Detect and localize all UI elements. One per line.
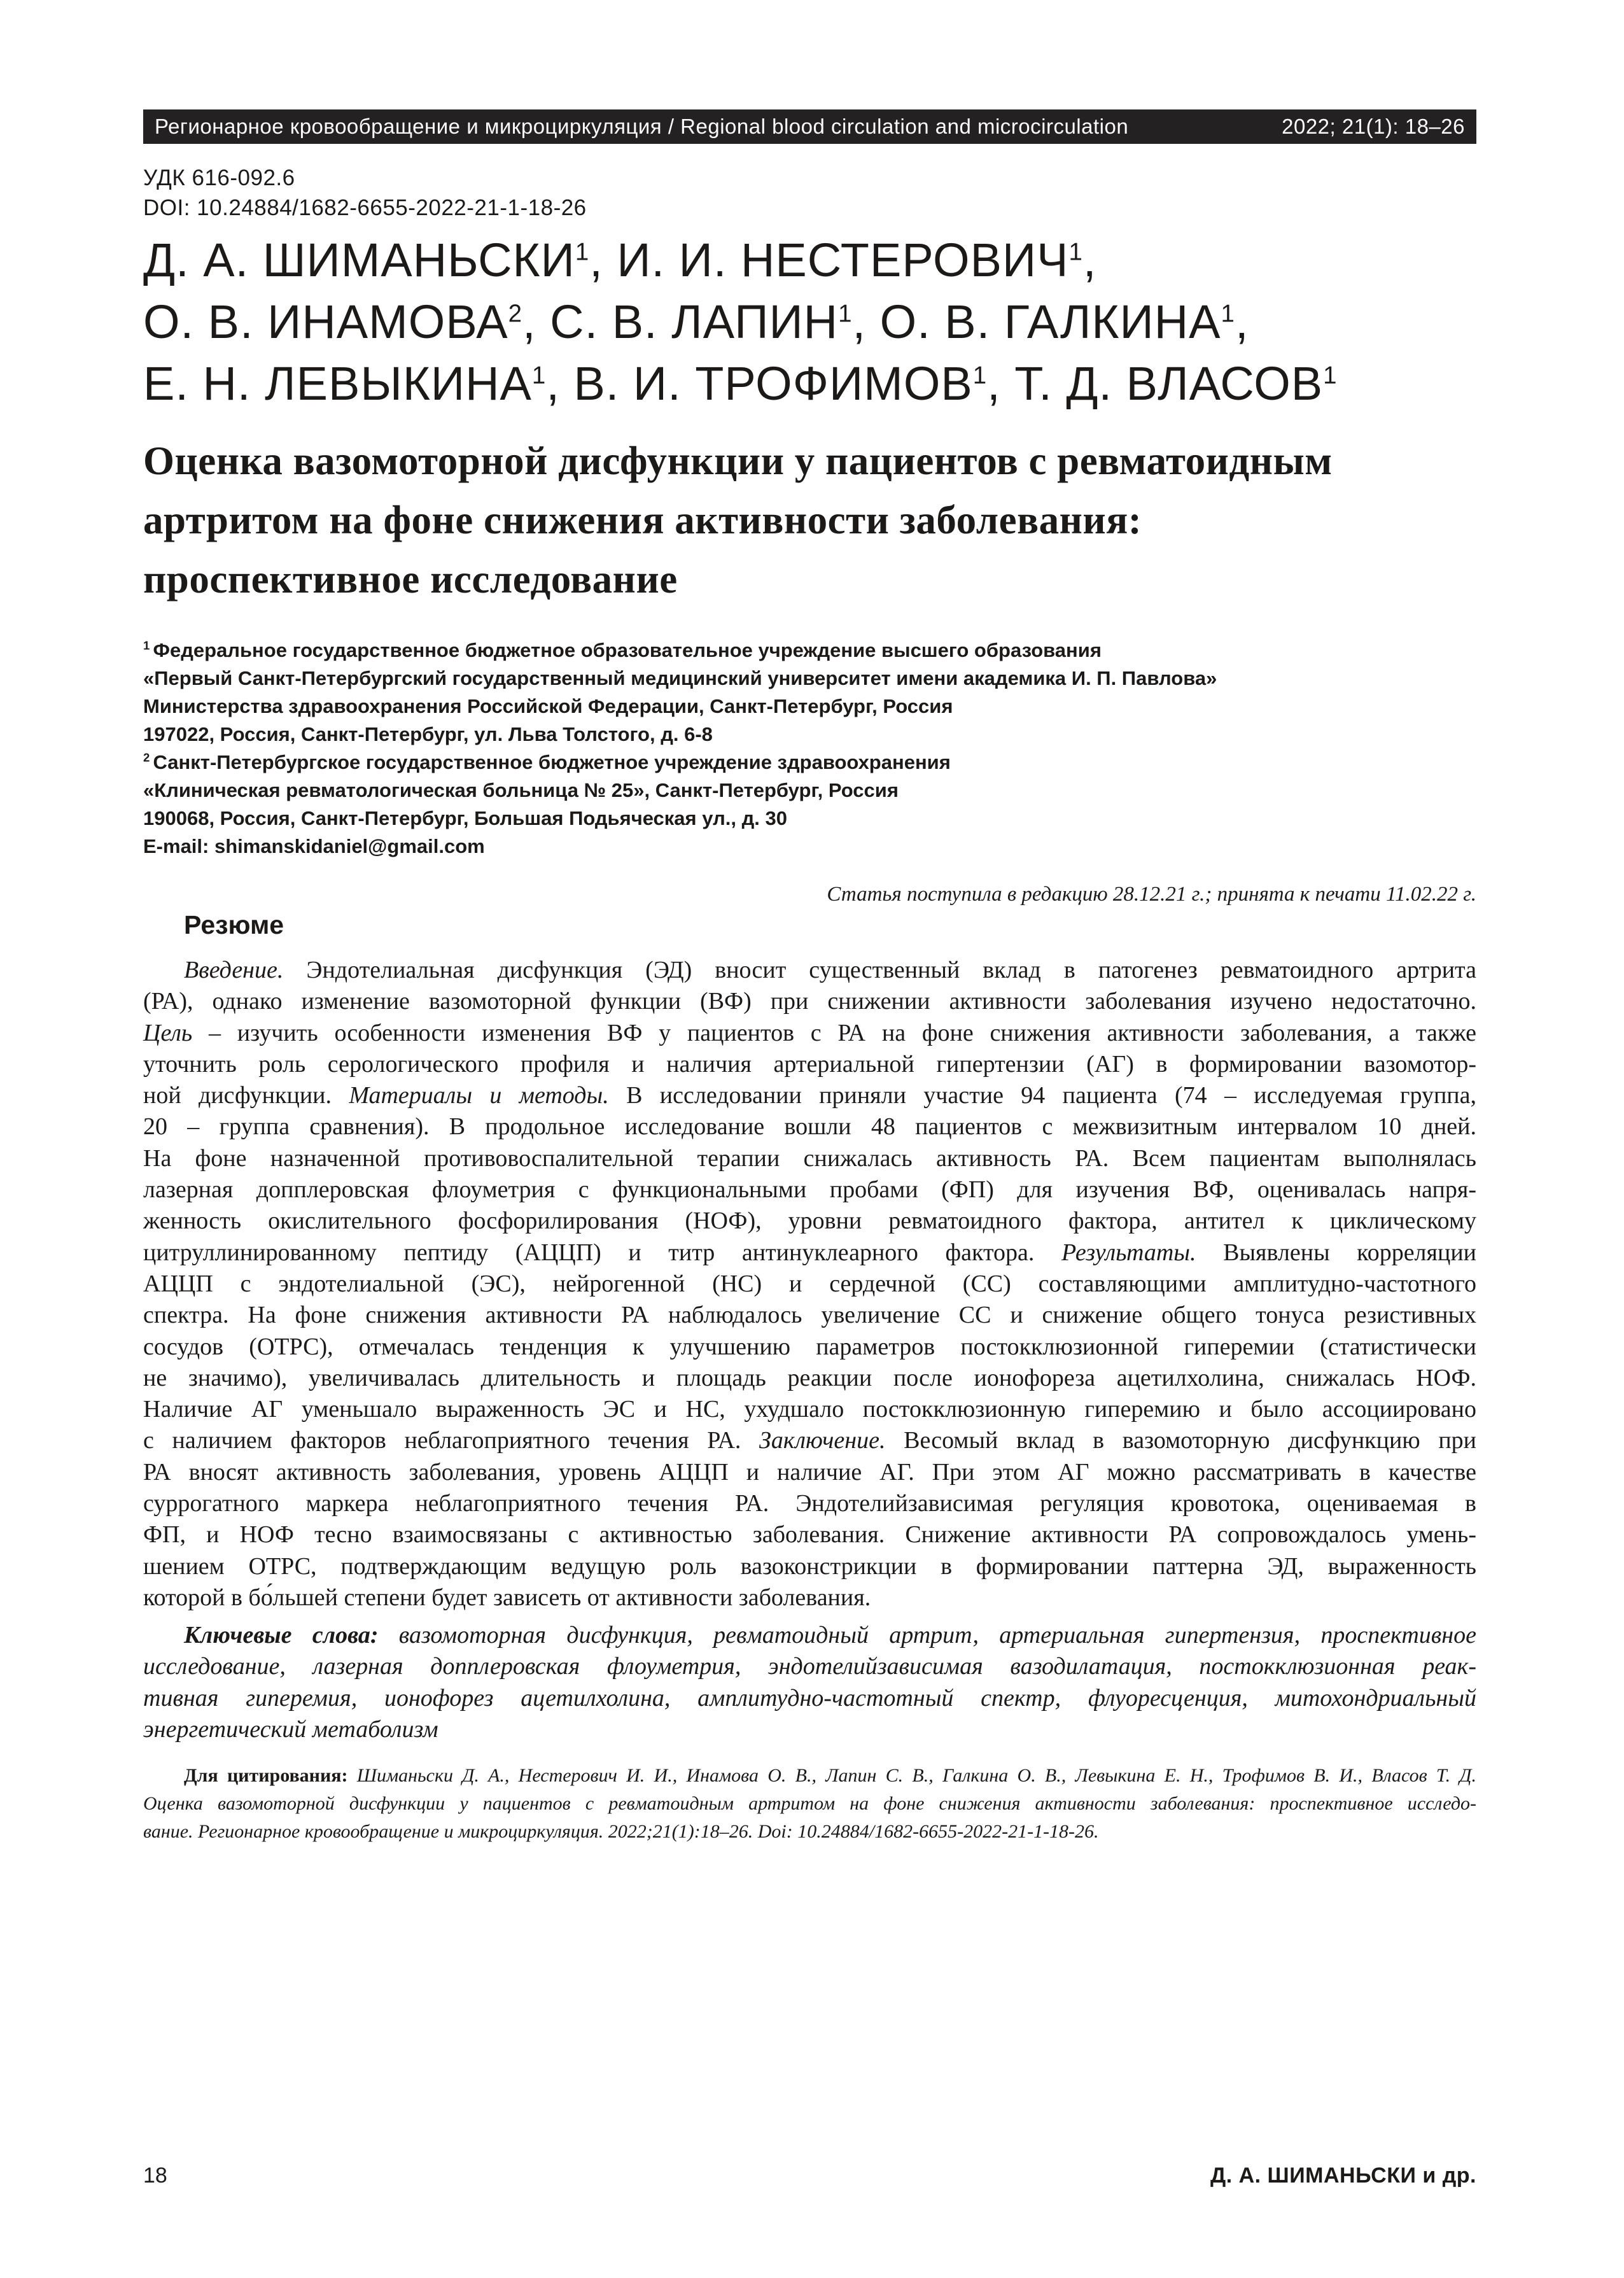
text-line: О. В. ИНАМОВА$^2$, С. В. ЛАПИН$^1$, О. В. ГАЛКИНА$^1$, [143, 295, 1249, 348]
text-line: «Первый Санкт-Петербургский государственный медицинский университет имени академика И. П. Павлова» [143, 667, 1217, 689]
text-line: Цель – изучить особенности изменения ВФ у пациентов с РА на фоне снижения активности заболевания, а также [143, 1019, 1476, 1046]
article-identifiers [143, 163, 587, 223]
abstract-text [143, 955, 1476, 1614]
text-line: Д. А. ШИМАНЬСКИ$^1$, И. И. НЕСТЕРОВИЧ$^1$, [143, 234, 1097, 286]
text-line: лазерная допплеровская флоуметрия с функциональными пробами (ФП) для изучения ВФ, оценивалась напря- [143, 1176, 1476, 1204]
abstract-heading: Резюме [184, 910, 284, 939]
text-line: шением ОТРС, подтверждающим ведущую роль вазоконстрикции в формировании паттерна ЭД, выраженность [143, 1552, 1476, 1580]
text-line: РА вносят активность заболевания, уровень АЦЦП и наличие АГ. При этом АГ можно рассматривать в качестве [143, 1458, 1476, 1486]
text-line: (РА), однако изменение вазомоторной функции (ВФ) при снижении активности заболевания изучено недостаточно. [143, 988, 1476, 1015]
citation-text [143, 1762, 1476, 1846]
authors-block [143, 229, 1543, 414]
text-line: артритом на фоне снижения активности заболевания: [143, 498, 1142, 542]
doi-number: DOI: 10.24884/1682-6655-2022-21-1-18-26 [143, 195, 587, 220]
text-line: АЦЦП с эндотелиальной (ЭС), нейрогенной (НС) и сердечной (СС) составляющими амплитудно-частотного [143, 1270, 1476, 1297]
keywords-text [143, 1620, 1476, 1745]
text-line: с наличием факторов неблагоприятного течения РА. Заключение. Весомый вклад в вазомоторную дисфункцию при [143, 1427, 1476, 1454]
text-line: женность окислительного фосфорилирования (НОФ), уровни ревматоидного фактора, антител к циклическому [143, 1207, 1476, 1235]
text-line: уточнить роль серологического профиля и наличия артериальной гипертензии (АГ) в формировании вазомотор- [143, 1050, 1476, 1078]
journal-name: Регионарное кровообращение и микроциркуляция / Regional blood circulation and microcirculation [155, 115, 1129, 138]
text-line: ной дисфункции. Материалы и методы. В исследовании приняли участие 94 пациента (74 – исследуемая группа, [143, 1082, 1476, 1109]
journal-header-bar [143, 109, 1476, 144]
text-line: проспективное исследование [143, 557, 678, 601]
issue-info: 2022; 21(1): 18–26 [1282, 115, 1465, 138]
text-line: Введение. Эндотелиальная дисфункция (ЭД) вносит существенный вклад в патогенез ревматоидного артрита [184, 957, 1476, 983]
text-line: исследование, лазерная допплеровская флоуметрия, эндотелийзависимая вазодилатация, постокклюзионная реак- [143, 1653, 1476, 1680]
text-line: суррогатного маркера неблагоприятного течения РА. Эндотелийзависимая регуляция кровотока, оцениваемая в [143, 1490, 1476, 1517]
text-line: $^1$ Федеральное государственное бюджетное образовательное учреждение высшего образования [143, 638, 1102, 661]
text-line: Оценка вазомоторной дисфункции у пациентов с ревматоидным артритом на фоне снижения активности заболевания: проспективное исследо- [143, 1793, 1476, 1814]
text-line: «Клиническая ревматологическая больница № 25», Санкт-Петербург, Россия [143, 779, 899, 801]
text-line: спектра. На фоне снижения активности РА наблюдалось увеличение СС и снижение общего тонуса резистивных [143, 1302, 1476, 1329]
affiliations-block [143, 636, 1492, 861]
text-line: сосудов (ОТРС), отмечалась тенденция к улучшению параметров постокклюзионной гиперемии (статистически [143, 1333, 1476, 1360]
page-footer [143, 2162, 1476, 2190]
text-line: 197022, Россия, Санкт-Петербург, ул. Льва Толстого, д. 6-8 [143, 723, 713, 745]
text-line: ФП, и НОФ тесно взаимосвязаны с активностью заболевания. Снижение активности РА сопровождалось умень- [143, 1521, 1476, 1549]
text-line: которой в бо́льшей степени будет зависеть от активности заболевания. [143, 1584, 871, 1611]
text-line: не значимо), увеличивалась длительность и площадь реакции после ионофореза ацетилхолина, снижалась НОФ. [143, 1364, 1476, 1391]
text-line: Ключевые слова: вазомоторная дисфункция, ревматоидный артрит, артериальная гипертензия, проспективное [184, 1622, 1476, 1649]
udk-number: УДК 616-092.6 [143, 165, 295, 190]
text-line: тивная гиперемия, ионофорез ацетилхолина, амплитудно-частотный спектр, флуоресценция, митохондриальный [143, 1684, 1476, 1712]
text-line: На фоне назначенной противовоспалительной терапии снижалась активность РА. Всем пациентам выполнялась [143, 1144, 1476, 1172]
text-line: Наличие АГ уменьшало выраженность ЭС и НС, ухудшало постокклюзионную гиперемию и было ассоциировано [143, 1396, 1476, 1423]
text-line: Оценка вазомоторной дисфункции у пациентов с ревматоидным [143, 439, 1333, 483]
received-note: Статья поступила в редакцию 28.12.21 г.; принята к печати 11.02.22 г. [827, 883, 1476, 906]
text-line: $^2$ Санкт-Петербургское государственное бюджетное учреждение здравоохранения [143, 750, 951, 773]
text-line: Министерства здравоохранения Российской Федерации, Санкт-Петербург, Россия [143, 695, 953, 717]
page-number: 18 [143, 2163, 167, 2188]
text-line: энергетический метаболизм [143, 1715, 438, 1743]
text-line: E-mail: shimanskidaniel@gmail.com [143, 835, 485, 857]
running-author: Д. А. ШИМАНЬСКИ и др. [1210, 2163, 1476, 2188]
text-line: Для цитирования: Шиманьски Д. А., Нестерович И. И., Инамова О. В., Лапин С. В., Галкина О. В., Левыкина Е. Н., Трофимов В. И., Власов Т. Д. [184, 1765, 1476, 1786]
text-line: цитруллинированному пептиду (АЦЦП) и титр антинуклеарного фактора. Результаты. Выявлены корреляции [143, 1239, 1477, 1266]
article-title [143, 432, 1492, 609]
text-line: 190068, Россия, Санкт-Петербург, Большая Подьяческая ул., д. 30 [143, 807, 787, 829]
text-line: вание. Регионарное кровообращение и микроциркуляция. 2022;21(1):18–26. Doi: 10.24884/1682-6655-2022-21-1-18-26. [143, 1821, 1099, 1842]
text-line: Е. Н. ЛЕВЫКИНА$^1$, В. И. ТРОФИМОВ$^1$, Т. Д. ВЛАСОВ$^1$ [143, 357, 1338, 410]
text-line: 20 – группа сравнения). В продольное исследование вошли 48 пациентов с межвизитным интервалом 10 дней. [143, 1113, 1476, 1141]
